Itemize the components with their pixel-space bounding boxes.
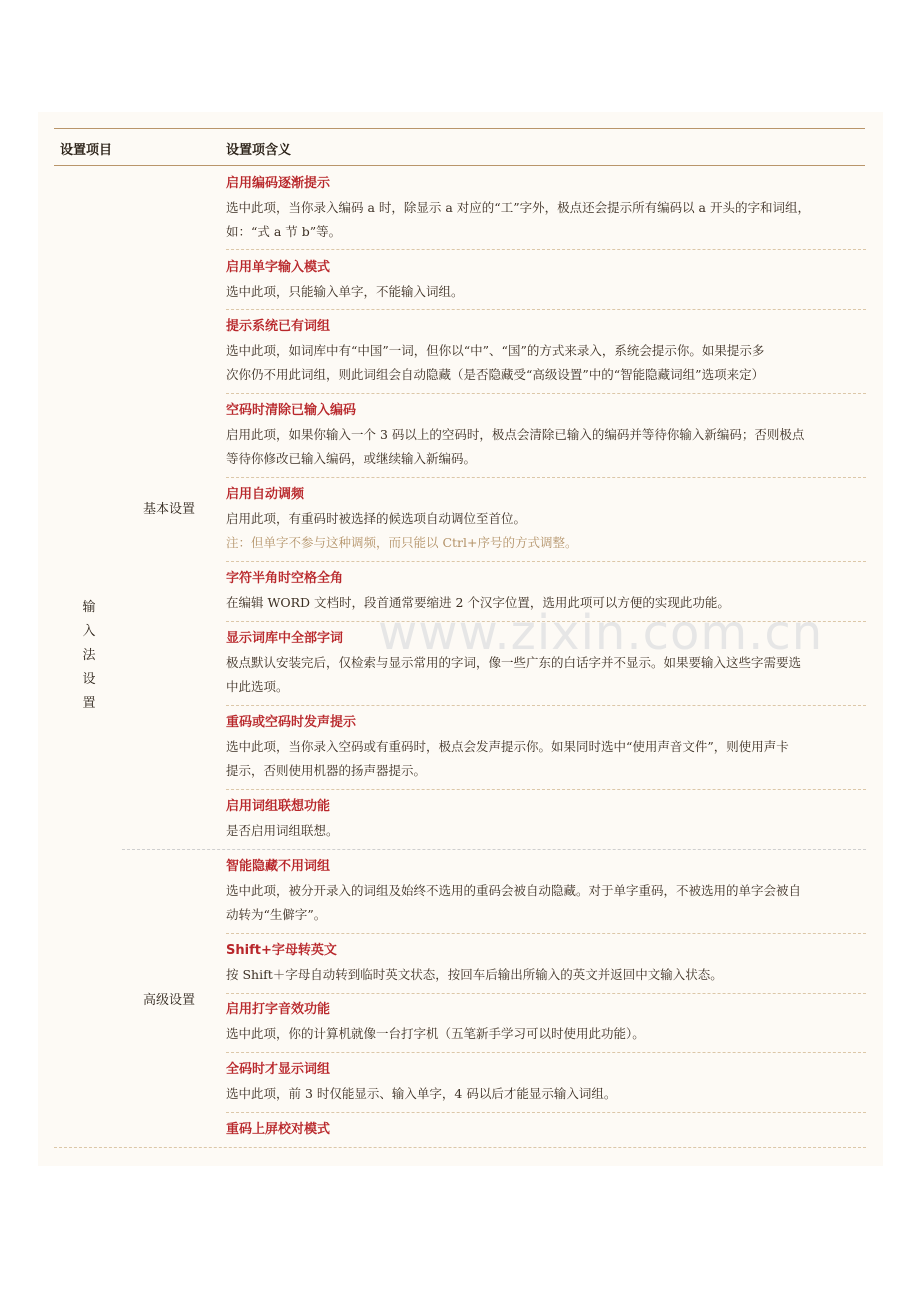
category-char: 输 <box>82 600 96 615</box>
setting-item-sound-prompt <box>226 711 866 783</box>
row-divider <box>226 477 866 478</box>
setting-desc-line: 选中此项，只能输入单字，不能输入词组。 <box>226 284 464 299</box>
header-top-rule <box>54 128 865 129</box>
setting-item-fullwidth-space <box>226 567 866 615</box>
setting-item-proofread-mode <box>226 1118 866 1142</box>
setting-title: 启用词组联想功能 <box>226 799 331 814</box>
setting-desc-line: 按 Shift＋字母自动转到临时英文状态，按回车后输出所输入的英文并返回中文输入状态。 <box>226 967 723 982</box>
setting-desc-line: 选中此项，前 3 时仅能显示、输入单字，4 码以后才能显示输入词组。 <box>226 1086 617 1101</box>
setting-item-encoding-hint <box>226 172 866 244</box>
setting-title: 启用编码逐渐提示 <box>226 176 331 191</box>
setting-item-smart-hide <box>226 855 866 927</box>
setting-desc-line: 动转为“生僻字”。 <box>226 907 327 922</box>
setting-desc-line: 次你仍不用此词组，则此词组会自动隐藏（是否隐藏受“高级设置”中的“智能隐藏词组”选项来定） <box>226 367 765 382</box>
setting-title: 启用自动调频 <box>226 487 305 502</box>
group-advanced-label: 高级设置 <box>143 993 196 1008</box>
setting-title: 智能隐藏不用词组 <box>226 859 331 874</box>
category-char: 置 <box>82 696 96 711</box>
setting-desc-line: 选中此项，如词库中有“中国”一词，但你以“中”、“国”的方式来录入，系统会提示你。如果提示多 <box>226 343 765 358</box>
group-divider <box>122 849 866 850</box>
setting-desc-line: 提示，否则使用机器的扬声器提示。 <box>226 763 427 778</box>
setting-desc-line: 等待你修改已输入编码，或继续输入新编码。 <box>226 451 477 466</box>
group-basic-label: 基本设置 <box>143 502 196 517</box>
category-char: 入 <box>82 624 96 639</box>
setting-desc-line: 选中此项，你的计算机就像一台打字机（五笔新手学习可以时使用此功能）。 <box>226 1026 645 1041</box>
setting-title: 显示词库中全部字词 <box>226 631 344 646</box>
setting-item-single-char <box>226 256 866 304</box>
row-divider <box>226 393 866 394</box>
watermark: www.zixin.com.cn <box>378 605 824 661</box>
setting-item-auto-frequency <box>226 483 866 555</box>
setting-title: 全码时才显示词组 <box>226 1062 331 1077</box>
setting-item-fullcode-phrase <box>226 1058 866 1106</box>
row-divider <box>226 933 866 934</box>
row-divider <box>226 1112 866 1113</box>
category-char: 设 <box>82 672 96 687</box>
setting-item-clear-empty-code <box>226 399 866 471</box>
table-bottom-divider <box>54 1147 866 1148</box>
setting-title: 重码上屏校对模式 <box>226 1122 331 1137</box>
setting-desc-line: 在编辑 WORD 文档时，段首通常要缩进 2 个汉字位置，选用此项可以方便的实现此功能。 <box>226 595 730 610</box>
setting-desc-line: 选中此项，当你录入空码或有重码时，极点会发声提示你。如果同时选中“使用声音文件”，则使用声卡 <box>226 739 789 754</box>
row-divider <box>226 789 866 790</box>
setting-item-existing-phrase <box>226 315 866 387</box>
setting-title: 字符半角时空格全角 <box>226 571 344 586</box>
setting-desc-line: 中此选项。 <box>226 679 289 694</box>
setting-desc-line: 启用此项，如果你输入一个 3 码以上的空码时，极点会清除已输入的编码并等待你输入新编码；否则极点 <box>226 427 805 442</box>
row-divider <box>226 1052 866 1053</box>
row-divider <box>226 993 866 994</box>
setting-title: 启用单字输入模式 <box>226 260 331 275</box>
row-divider <box>226 705 866 706</box>
setting-title: Shift+字母转英文 <box>226 943 337 958</box>
row-divider <box>226 621 866 622</box>
setting-desc-line: 是否启用词组联想。 <box>226 823 339 838</box>
header-col-item: 设置项目 <box>60 143 113 158</box>
setting-item-shift-english <box>226 939 866 987</box>
row-divider <box>226 249 866 250</box>
setting-note: 注：但单字不参与这种调频，而只能以 Ctrl+序号的方式调整。 <box>226 535 578 550</box>
setting-desc-line: 启用此项，有重码时被选择的候选项自动调位至首位。 <box>226 511 527 526</box>
setting-item-phrase-association <box>226 795 866 843</box>
setting-item-typing-sound <box>226 998 866 1046</box>
setting-title: 提示系统已有词组 <box>226 319 331 334</box>
category-label <box>81 596 97 716</box>
setting-desc-line: 选中此项，被分开录入的词组及始终不选用的重码会被自动隐藏。对于单字重码，不被选用的单字会被自 <box>226 883 802 898</box>
row-divider <box>226 309 866 310</box>
setting-desc-line: 极点默认安装完后，仅检索与显示常用的字词，像一些广东的白话字并不显示。如果要输入这些字需要选 <box>226 655 802 670</box>
header-bottom-rule <box>54 165 865 166</box>
setting-desc-line: 选中此项，当你录入编码 a 时，除显示 a 对应的“工”字外，极点还会提示所有编码以 a 开头的字和词组， <box>226 200 810 215</box>
setting-item-show-all-words <box>226 627 866 699</box>
setting-desc-line: 如：“式 a 节 b”等。 <box>226 224 342 239</box>
setting-title: 重码或空码时发声提示 <box>226 715 357 730</box>
setting-title: 空码时清除已输入编码 <box>226 403 357 418</box>
row-divider <box>226 561 866 562</box>
setting-title: 启用打字音效功能 <box>226 1002 331 1017</box>
category-char: 法 <box>82 648 96 663</box>
header-col-meaning: 设置项含义 <box>226 143 292 158</box>
